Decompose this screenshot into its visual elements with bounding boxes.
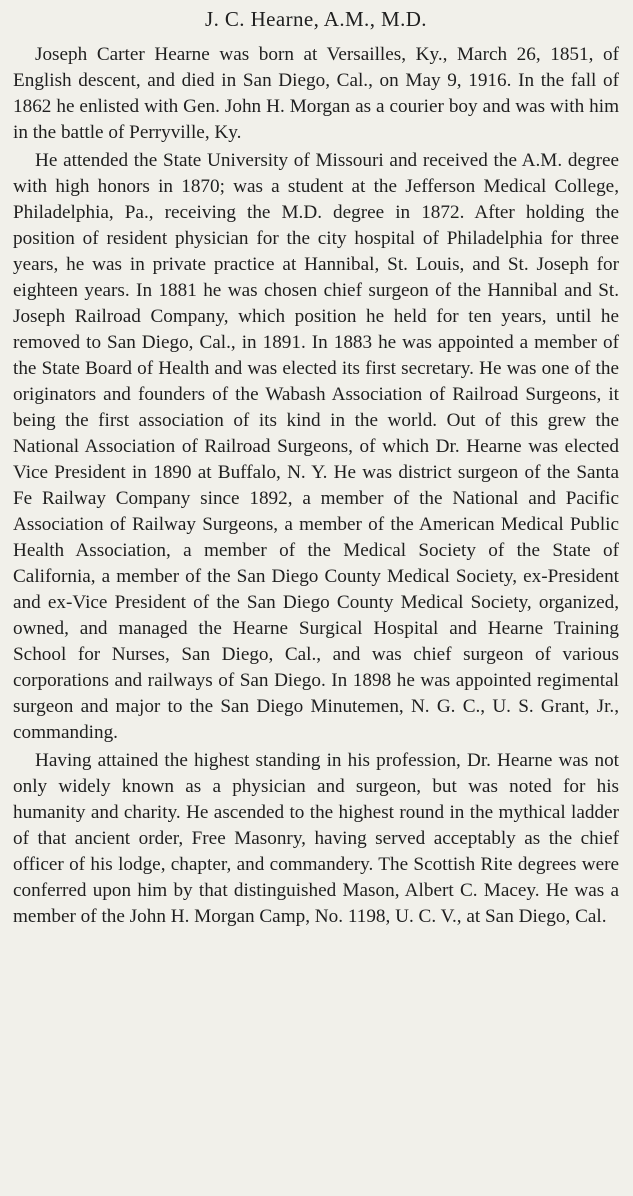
paragraph-medical-career: He attended the State University of Missouri and received the A.M. degree with high honors in 1870; was a student at the Jefferson Medical College, Philadelphia, Pa., receiving the M.D. degree in 1872. After holding the position of resident physician for the city hospital of Philadelphia for three years, he was in private practice at Hannibal, St. Louis, and St. Joseph for eighteen years. In 1881 he was chosen chief surgeon of the Hannibal and St. Joseph Railroad Company, which position he held for ten years, until he removed to San Diego, Cal., in 1891. In 1883 he was appointed a member of the State Board of Health and was elected its first secretary. He was one of the originators and founders of the Wabash Association of Railroad Surgeons, it being the first association of its kind in the world. Out of this grew the National Association of Railroad Surgeons, of which Dr. Hearne was elected Vice President in 1890 at Buffalo, N. Y. He was district surgeon of the Santa Fe Railway Company since 1892, a member of the National and Pacific Association of Railway Surgeons, a member of the American Medical Public Health Association, a member of the Medical Society of the State of California, a member of the San Diego County Medical Society, ex-President and ex-Vice President of the San Diego County Medical Society, organized, owned, and managed the Hearne Surgical Hospital and Hearne Training School for Nurses, San Diego, Cal., and was chief surgeon of various corporations and railways of San Diego. In 1898 he was appointed regimental surgeon and major to the San Diego Minutemen, N. G. C., U. S. Grant, Jr., commanding.	[13, 150, 619, 743]
paragraph-character-and-masonry: Having attained the highest standing in his profession, Dr. Hearne was not only widely known as a physician and surgeon, but was noted for his humanity and charity. He ascended to the highest round in the mythical ladder of that ancient order, Free Masonry, having served acceptably as the chief officer of his lodge, chapter, and commandery. The Scottish Rite degrees were conferred upon him by that distinguished Mason, Albert C. Macey. He was a member of the John H. Morgan Camp, No. 1198, U. C. V., at San Diego, Cal.	[13, 750, 619, 927]
page-heading: J. C. Hearne, A.M., M.D.	[205, 7, 427, 31]
paragraph-birth-and-early-life: Joseph Carter Hearne was born at Versailles, Ky., March 26, 1851, of English descent, and died in San Diego, Cal., on May 9, 1916. In the fall of 1862 he enlisted with Gen. John H. Morgan as a courier boy and was with him in the battle of Perryville, Ky.	[13, 44, 619, 143]
